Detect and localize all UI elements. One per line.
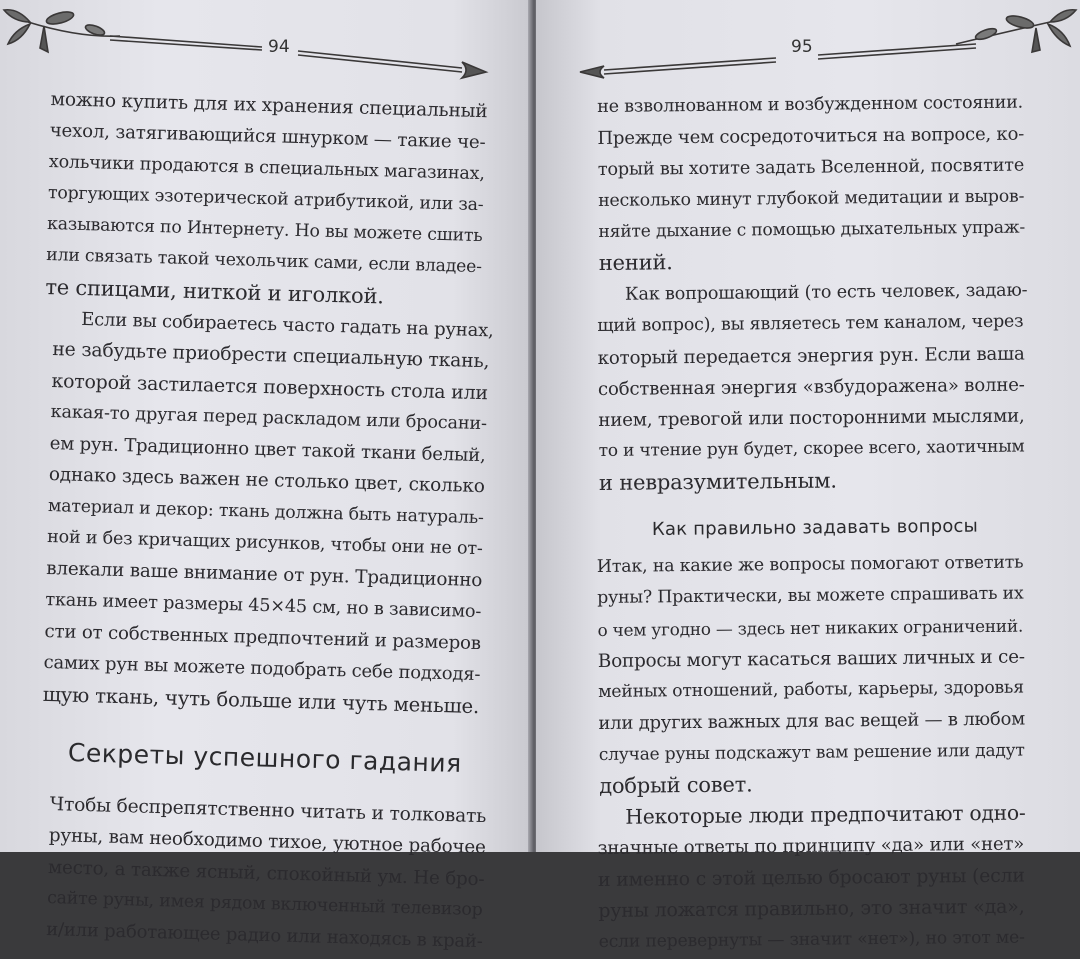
right-page <box>536 0 1080 953</box>
paragraph <box>597 275 1029 499</box>
left-page-header <box>0 0 532 80</box>
text-line: нием, тревогой или посторонними мыслями, <box>598 405 1025 431</box>
text-line: какая-то другая перед раскладом или бросани- <box>50 402 488 435</box>
text-line: ткань имеет размеры 45×45 см, но в зависимо- <box>45 589 482 622</box>
text-line: то и чтение рун будет, скорее всего, хаотичным <box>598 436 1025 462</box>
right-page-header <box>536 0 1080 80</box>
text-line: Чтобы беспрепятственно читать и толковать <box>49 793 487 828</box>
text-line: ной и без кричащих рисунков, чтобы они не от- <box>46 527 483 560</box>
text-line: Итак, на какие же вопросы помогают ответить <box>596 552 1024 577</box>
text-line: случае руны подскажут вам решение или дадут <box>598 740 1025 765</box>
text-line: чехол, затягивающийся шнурком — такие че- <box>49 120 486 154</box>
text-line: руны? Практически, вы можете спрашивать их <box>597 583 1024 609</box>
text-line: мейных отношений, работы, карьеры, здоровья <box>598 677 1024 703</box>
right-text-block <box>598 92 1028 959</box>
text-line: щий вопрос), вы являетесь тем каналом, через <box>597 311 1024 337</box>
paragraph <box>42 303 493 722</box>
text-line: ем рун. Традиционно цвет такой ткани белый, <box>49 433 486 467</box>
text-line: щую ткань, чуть больше или чуть меньше. <box>42 682 480 718</box>
text-line: не забудьте приобрести специальную ткань, <box>52 339 490 373</box>
text-line: не взволнованном и возбужденном состоянии. <box>597 92 1024 118</box>
text-line: несколько минут глубокой медитации и выров- <box>598 186 1025 211</box>
text-line: и невразумительным. <box>598 468 837 495</box>
text-line: который передается энергия рун. Если ваша <box>597 342 1025 369</box>
text-line: Как вопрошающий (то есть человек, задаю- <box>624 280 1028 305</box>
text-line: торый вы хотите задать Вселенной, посвятите <box>597 155 1025 180</box>
text-line: и/или работающее радио или находясь в край- <box>45 919 483 953</box>
page-number: 95 <box>791 37 813 57</box>
page-number: 94 <box>268 37 290 57</box>
text-line: влекали ваше внимание от рун. Традиционно <box>45 558 483 592</box>
text-line: если перевернуты — значит «нет»), но этот ме- <box>598 927 1025 953</box>
text-line: собственная энергия «взбудоражена» волне- <box>597 374 1025 400</box>
text-line: добрый совет. <box>599 772 753 798</box>
text-line: которой застилается поверхность стола или <box>51 369 489 404</box>
text-line: или связать такой чехольчик сами, если владее- <box>45 245 483 278</box>
text-line: Вопросы могут касаться ваших личных и се- <box>597 646 1025 672</box>
text-line: значные ответы по принципу «да» или «нет» <box>597 834 1025 860</box>
text-line: руны, вам необходимо тихое, уютное рабочее <box>48 825 486 859</box>
text-line: однако здесь важен не столько цвет, сколько <box>48 464 486 498</box>
text-line: о чем угодно — здесь нет никаких ограничений. <box>597 614 1024 640</box>
section-subheading: Как правильно задавать вопросы <box>651 515 979 540</box>
paragraph <box>597 798 1029 959</box>
text-line: нений. <box>598 250 673 276</box>
text-line: место, а также ясный, спокойный ум. Не бро- <box>47 856 485 890</box>
text-line: можно купить для их хранения специальный <box>50 89 488 123</box>
left-text-block <box>42 84 494 953</box>
section-heading: Секреты успешного гадания <box>67 737 463 778</box>
ornament-arrow-icon <box>0 0 532 80</box>
text-line: Некоторые люди предпочитают одно- <box>625 800 1026 829</box>
text-line: хольчики продаются в специальных магазинах, <box>48 151 486 184</box>
text-line: и именно с этой целью бросают руны (если <box>597 864 1025 891</box>
text-line: сайте руны, имея рядом включенный телевизор <box>46 887 483 920</box>
left-page <box>0 0 532 953</box>
text-line: или других важных для вас вещей — в любом <box>598 708 1026 735</box>
text-line: торгующих эзотерической атрибутикой, или за- <box>47 182 484 216</box>
paragraph <box>597 88 1029 280</box>
text-line: самих рун вы можете подобрать себе подходя- <box>43 652 481 686</box>
text-line: Прежде чем сосредоточиться на вопросе, ко- <box>597 123 1025 150</box>
text-line: сти от собственных предпочтений и размеров <box>44 621 482 655</box>
text-line: Если вы собираетесь часто гадать на рунах, <box>80 308 494 342</box>
text-line: те спицами, ниткой и иголкой. <box>45 274 385 309</box>
text-line: няйте дыхание с помощью дыхательных упраж- <box>598 217 1026 243</box>
paragraph <box>45 84 491 315</box>
text-line: казываются по Интернету. Но вы можете сшить <box>46 214 483 247</box>
text-line: материал и декор: ткань должна быть натураль- <box>47 495 484 529</box>
text-line: руны ложатся правильно, это значит «да», <box>598 895 1025 923</box>
paragraph <box>597 547 1030 802</box>
paragraph <box>46 789 490 958</box>
